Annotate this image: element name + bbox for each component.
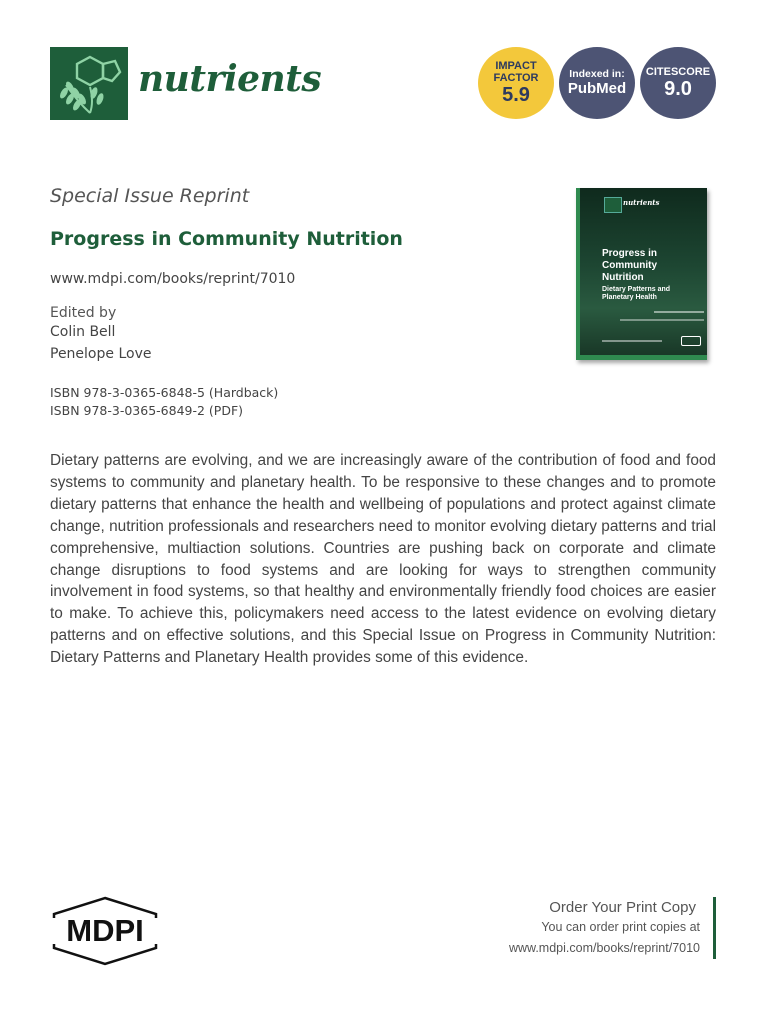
- journal-logo: [50, 47, 128, 120]
- cover-subtitle-line: Dietary Patterns and: [602, 286, 671, 293]
- cover-title-line: Community: [602, 260, 657, 271]
- order-url[interactable]: www.mdpi.com/books/reprint/7010: [508, 941, 700, 955]
- citescore-value: 9.0: [664, 78, 692, 100]
- cover-title-line: Progress in: [602, 248, 658, 259]
- editor-name: Penelope Love: [50, 346, 152, 362]
- cover-bottom-bar: [580, 355, 707, 360]
- pubmed-label: Indexed in:: [569, 68, 625, 80]
- mdpi-logo: [50, 896, 160, 970]
- cover-editor-line: [654, 311, 704, 313]
- cover-journal-name: nutrients: [623, 198, 660, 207]
- pubmed-value: PubMed: [567, 80, 627, 97]
- cover-url-line: [602, 340, 662, 342]
- cover-editor-line: [620, 319, 704, 321]
- abstract-text: Dietary patterns are evolving, and we are increasingly aware of the contribution of food and food systems to community and planetary health. To be responsive to these changes and to promote dietary patterns that enhance the health and wellbeing of populations and protect against climate change, nutrition professionals and researchers need to monitor evolving dietary patterns and trial comprehensive, multiaction solutions. Countries are pushing back on corporate and climate change disruptions to food systems and are looking for ways to strengthen community involvement in food systems, so that healthy and environmentally friendly food choices are easier to make. To achieve this, policymakers need access to the latest evidence on evolving dietary patterns and on effective solutions, and this Special Issue on Progress in Community Nutrition: Dietary Patterns and Planetary Health provides some of this evidence.: [50, 452, 716, 667]
- order-text: You can order print copies at: [541, 920, 700, 934]
- order-accent-bar: [713, 897, 716, 959]
- citescore-badge: [640, 47, 716, 119]
- isbn-hardback: ISBN 978-3-0365-6848-5 (Hardback): [50, 385, 279, 400]
- book-cover-image: [576, 188, 707, 360]
- impact-factor-label-1: IMPACT: [495, 60, 537, 72]
- impact-factor-badge: [478, 47, 554, 119]
- mdpi-hexagon-icon: [50, 896, 160, 966]
- isbn-pdf: ISBN 978-3-0365-6849-2 (PDF): [50, 403, 244, 418]
- edited-by-label: Edited by: [50, 305, 117, 321]
- citescore-label: CITESCORE: [645, 66, 711, 78]
- impact-factor-label-2: FACTOR: [493, 72, 539, 84]
- reprint-subtitle: Special Issue Reprint: [50, 185, 250, 207]
- cover-mdpi-icon: [681, 336, 701, 346]
- cover-subtitle: [602, 286, 702, 302]
- reprint-url[interactable]: www.mdpi.com/books/reprint/7010: [50, 271, 296, 287]
- reprint-title: Progress in Community Nutrition: [50, 228, 403, 250]
- mdpi-logo-text: MDPI: [66, 913, 144, 948]
- cover-subtitle-line: Planetary Health: [602, 294, 657, 301]
- cover-title: [602, 248, 702, 284]
- cover-logo-icon: [604, 197, 622, 213]
- editor-name: Colin Bell: [50, 324, 116, 340]
- order-title: Order Your Print Copy: [549, 899, 696, 916]
- impact-factor-value: 5.9: [502, 84, 530, 106]
- wheat-benzene-icon: [50, 47, 128, 120]
- journal-name: nutrients: [138, 58, 322, 100]
- cover-title-line: Nutrition: [602, 272, 644, 283]
- pubmed-badge: [559, 47, 635, 119]
